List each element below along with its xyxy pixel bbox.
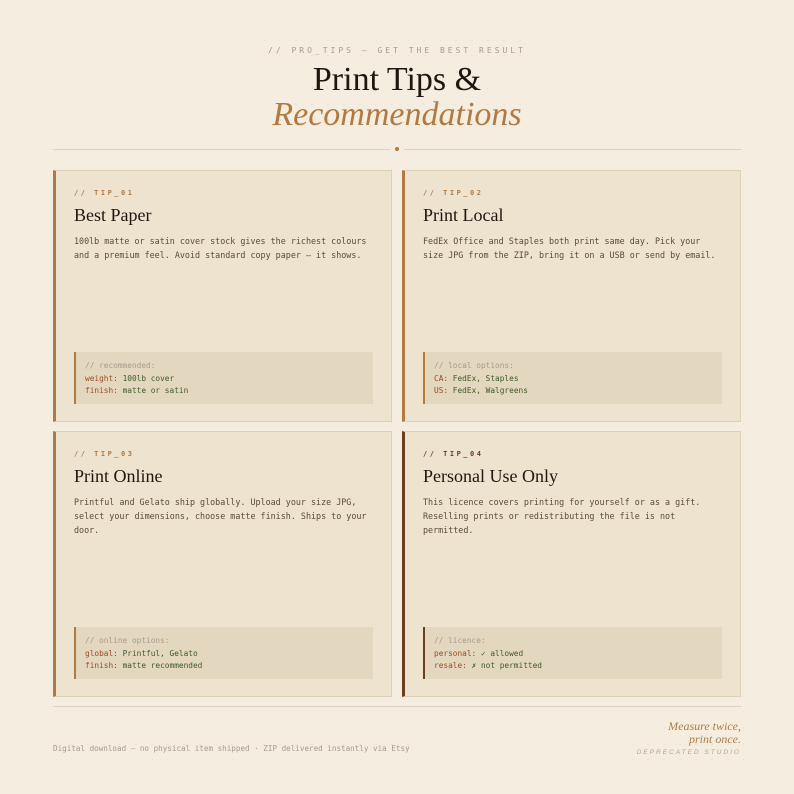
footer-divider <box>53 706 741 707</box>
tip-title: Best Paper <box>74 205 152 225</box>
tip-body: This licence covers printing for yourself or as a gift. Reselling prints or redistributing the file is not permitted. <box>423 497 701 535</box>
info-key: personal: <box>434 648 477 658</box>
info-value: matte or satin <box>122 386 189 395</box>
info-heading: // licence: <box>434 636 486 645</box>
info-line <box>434 660 713 673</box>
tip-title: Print Local <box>423 205 504 225</box>
info-line <box>85 660 364 673</box>
section-eyebrow: // PRO_TIPS — GET THE BEST RESULT <box>268 46 526 55</box>
info-key: global: <box>85 648 118 658</box>
info-value: FedEx, Staples <box>452 373 519 383</box>
info-value: FedEx, Walgreens <box>452 386 528 395</box>
tip-body: Printful and Gelato ship globally. Upload your size JPG, select your dimensions, choose matte finish. Ships to your door. <box>74 497 367 535</box>
tip-body: 100lb matte or satin cover stock gives the richest colours and a premium feel. Avoid standard copy paper — it shows. <box>74 236 367 260</box>
info-value: ✗ not permitted <box>471 661 542 670</box>
info-line <box>434 373 713 386</box>
info-line <box>85 373 364 386</box>
page-title: Print Tips & <box>312 61 482 98</box>
tip-tag: // TIP_03 <box>74 450 135 458</box>
tip-info-box <box>423 627 722 679</box>
info-key: resale: <box>434 661 467 670</box>
tip-tag: // TIP_02 <box>423 189 484 197</box>
tip-title: Print Online <box>74 466 163 486</box>
tip-tag: // TIP_01 <box>74 189 135 197</box>
info-key: weight: <box>85 373 118 383</box>
info-heading: // online options: <box>85 636 170 645</box>
info-line <box>85 648 364 661</box>
info-line <box>434 648 713 661</box>
info-key: US: <box>434 386 449 395</box>
tip-tag: // TIP_04 <box>423 450 484 458</box>
tip-title: Personal Use Only <box>423 466 558 486</box>
footer-note: Digital download — no physical item shipped · ZIP delivered instantly via Etsy <box>53 744 410 753</box>
tip-info-box <box>74 352 373 404</box>
tip-card-print-local <box>402 170 741 422</box>
info-heading: // local options: <box>434 361 514 370</box>
info-line <box>434 385 713 398</box>
info-value: 100lb cover <box>122 373 175 383</box>
tip-card-print-online <box>53 431 392 697</box>
info-key: CA: <box>434 373 449 383</box>
motto-line-2: print once. <box>689 732 741 746</box>
info-key: finish: <box>85 661 118 670</box>
tip-card-best-paper <box>53 170 392 422</box>
motto-line-1: Measure twice, <box>668 719 741 733</box>
studio-name: DEPRECATED STUDIO <box>636 749 741 756</box>
page-subtitle: Recommendations <box>272 96 522 133</box>
info-value: matte recommended <box>122 661 203 670</box>
info-value: ✓ allowed <box>480 648 524 658</box>
info-heading: // recommended: <box>85 361 156 370</box>
info-value: Printful, Gelato <box>122 648 198 658</box>
tip-card-personal-use <box>402 431 741 697</box>
footer-signature <box>637 720 741 756</box>
info-key: finish: <box>85 386 118 395</box>
info-line <box>85 385 364 398</box>
tip-info-box <box>74 627 373 679</box>
divider-dot-icon <box>395 147 399 151</box>
tip-body: FedEx Office and Staples both print same day. Pick your size JPG from the ZIP, bring it on a USB or send by email. <box>423 236 716 260</box>
tip-info-box <box>423 352 722 404</box>
